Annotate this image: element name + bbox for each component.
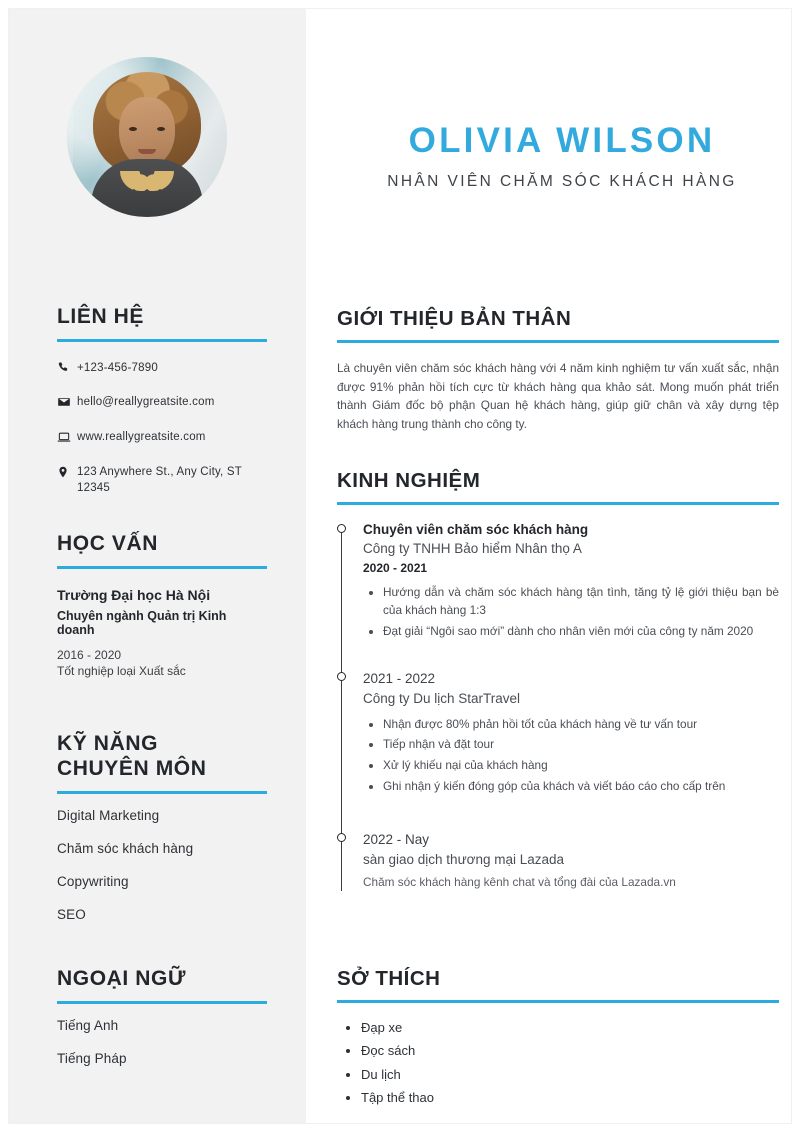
experience-bullets [363, 716, 779, 797]
eye-left [129, 127, 137, 131]
resume-page [8, 8, 792, 1124]
contact-address-text: 123 Anywhere St., Any City, ST 12345 [77, 465, 242, 495]
contact-row-email[interactable] [57, 394, 267, 411]
avatar [67, 57, 227, 217]
experience-company: Công ty Du lịch StarTravel [363, 691, 521, 707]
contact-row-website[interactable] [57, 429, 267, 446]
skills-section [57, 732, 267, 940]
experience-years: 2020 - 2021 [363, 561, 428, 576]
about-title: GIỚI THIỆU BẢN THÂN [337, 307, 572, 330]
languages-list [57, 1018, 267, 1066]
laptop-icon [57, 430, 77, 444]
list-item: Copywriting [57, 873, 129, 889]
envelope-icon [57, 395, 77, 409]
contact-phone-text: +123-456-7890 [77, 361, 158, 374]
eye-right [157, 127, 165, 131]
contact-list [57, 360, 267, 497]
skills-list [57, 808, 267, 922]
list-item: SEO [57, 906, 86, 922]
education-years: 2016 - 2020 [57, 647, 122, 662]
education-school: Trường Đại học Hà Nội [57, 586, 211, 603]
list-item: Tiếng Pháp [57, 1050, 127, 1066]
contact-email-text: hello@reallygreatsite.com [77, 396, 215, 409]
sidebar [9, 9, 306, 1123]
photo-subject [67, 57, 227, 217]
list-item: Tiếng Anh [57, 1017, 119, 1033]
education-section [57, 532, 267, 678]
hobbies-title: SỞ THÍCH [337, 967, 441, 990]
experience-item [363, 830, 779, 891]
timeline-dot-icon [337, 524, 346, 533]
list-item: • Tiếp nhận và đặt tour [383, 736, 779, 754]
about-section [337, 307, 779, 434]
mouth-shape [138, 149, 156, 154]
list-item: • Tập thể thao [361, 1089, 779, 1106]
list-item: • Đạt giải “Ngôi sao mới” dành cho nhân viên mới của công ty năm 2020 [383, 623, 779, 641]
page-title: OLIVIA WILSON [408, 121, 716, 160]
list-item: • Du lịch [361, 1066, 779, 1083]
languages-section [57, 967, 267, 1084]
languages-divider [57, 1001, 267, 1004]
skills-title [57, 732, 267, 782]
experience-item [363, 669, 779, 796]
experience-divider [337, 502, 779, 505]
experience-company: sàn giao dịch thương mại Lazada [363, 852, 565, 868]
contact-row-address[interactable] [57, 464, 267, 497]
experience-description: Chăm sóc khách hàng kênh chat và tổng đài của Lazada.vn [363, 874, 676, 889]
experience-item [363, 521, 779, 641]
list-item: • Đọc sách [361, 1042, 779, 1059]
experience-bullets [363, 584, 779, 641]
hobbies-section [337, 967, 779, 1112]
skills-divider [57, 791, 267, 794]
education-divider [57, 566, 267, 569]
experience-section [337, 469, 779, 937]
skills-title-line1: KỸ NĂNG [57, 732, 159, 755]
experience-timeline [337, 521, 779, 891]
hobbies-divider [337, 1000, 779, 1003]
phone-icon [57, 361, 77, 374]
education-major: Chuyên ngành Quản trị Kinh doanh [57, 608, 227, 637]
timeline-dot-icon [337, 672, 346, 681]
list-item: • Đạp xe [361, 1019, 779, 1036]
face-shape [119, 97, 175, 167]
experience-years: 2022 - Nay [363, 832, 430, 848]
about-divider [337, 340, 779, 343]
timeline-dot-icon [337, 833, 346, 842]
contact-divider [57, 339, 267, 342]
hobbies-list [337, 1019, 779, 1106]
experience-role: Chuyên viên chăm sóc khách hàng [363, 522, 589, 537]
list-item: • Xử lý khiếu nại của khách hàng [383, 757, 779, 775]
about-text: Là chuyên viên chăm sóc khách hàng với 4 năm kinh nghiệm tư vấn xuất sắc, nhận được 91% phản hồi tích cực từ khách hàng qua khảo sát. Mong muốn phát triển thành Giám đốc bộ phận Quan hệ khách hàng, giúp giữ chân và xây dựng tệp khách hàng trung thành cho công ty. [337, 361, 779, 431]
location-pin-icon [57, 465, 77, 479]
experience-title: KINH NGHIỆM [337, 469, 481, 492]
main-column [306, 9, 791, 1123]
list-item: Chăm sóc khách hàng [57, 840, 194, 856]
contact-website-text: www.reallygreatsite.com [77, 431, 206, 444]
contact-section [57, 305, 267, 515]
skills-title-line2: CHUYÊN MÔN [57, 756, 207, 780]
languages-title: NGOẠI NGỮ [57, 967, 186, 990]
contact-row-phone[interactable] [57, 360, 267, 377]
education-title: HỌC VẤN [57, 532, 159, 555]
education-note: Tốt nghiệp loại Xuất sắc [57, 663, 186, 678]
list-item: • Ghi nhận ý kiến đóng góp của khách và viết báo cáo cho cấp trên [383, 778, 779, 796]
list-item: Digital Marketing [57, 807, 160, 823]
contact-title: LIÊN HỆ [57, 305, 145, 328]
experience-company: Công ty TNHH Bảo hiểm Nhân thọ A [363, 541, 582, 557]
list-item: • Hướng dẫn và chăm sóc khách hàng tận tình, tăng tỷ lệ giới thiệu bạn bè của khách hàng 1:3 [383, 584, 779, 620]
experience-years: 2021 - 2022 [363, 671, 436, 687]
job-title: NHÂN VIÊN CHĂM SÓC KHÁCH HÀNG [387, 173, 737, 190]
list-item: • Nhận được 80% phản hồi tốt của khách hàng về tư vấn tour [383, 716, 779, 734]
